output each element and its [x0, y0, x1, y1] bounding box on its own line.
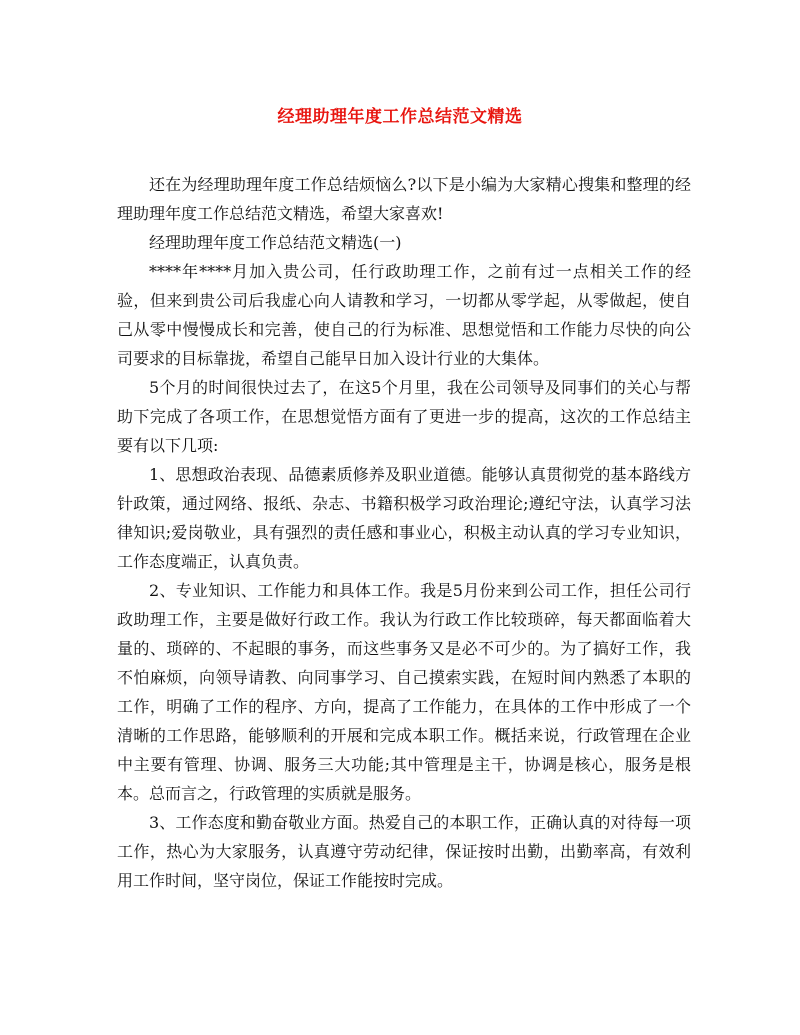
body-paragraph: ****年****月加入贵公司，任行政助理工作，之前有过一点相关工作的经验，但来到贵公司后我虚心向人请教和学习，一切都从零学起，从零做起，使自己从零中慢慢成长和完善，使自己的行为标准、思想觉悟和工作能力尽快的向公司要求的目标靠拢，希望自己能早日加入设计行业的大集体。	[117, 262, 691, 368]
section-heading: 经理助理年度工作总结范文精选(一)	[149, 233, 402, 252]
body-paragraph: 5个月的时间很快过去了，在这5个月里，我在公司领导及同事们的关心与帮助下完成了各项工作，在思想觉悟方面有了更进一步的提高，这次的工作总结主要有以下几项:	[117, 378, 691, 455]
document-title: 经理助理年度工作总结范文精选	[277, 107, 523, 127]
intro-paragraph: 还在为经理助理年度工作总结烦恼么?以下是小编为大家精心搜集和整理的经理助理年度工作总结范文精选，希望大家喜欢!	[117, 175, 691, 223]
list-item-1: 1、思想政治表现、品德素质修养及职业道德。能够认真贯彻党的基本路线方针政策，通过网络、报纸、杂志、书籍积极学习政治理论;遵纪守法，认真学习法律知识;爱岗敬业，具有强烈的责任感和事业心，积极主动认真的学习专业知识，工作态度端正，认真负责。	[117, 465, 691, 571]
document-body	[117, 170, 691, 895]
list-item-3: 3、工作态度和勤奋敬业方面。热爱自己的本职工作，正确认真的对待每一项工作，热心为大家服务，认真遵守劳动纪律，保证按时出勤，出勤率高，有效利用工作时间，坚守岗位，保证工作能按时完成。	[117, 813, 691, 890]
list-item-2: 2、专业知识、工作能力和具体工作。我是5月份来到公司工作，担任公司行政助理工作，主要是做好行政工作。我认为行政工作比较琐碎，每天都面临着大量的、琐碎的、不起眼的事务，而这些事务又是必不可少的。为了搞好工作，我不怕麻烦，向领导请教、向同事学习、自己摸索实践，在短时间内熟悉了本职的工作，明确了工作的程序、方向，提高了工作能力，在具体的工作中形成了一个清晰的工作思路，能够顺利的开展和完成本职工作。概括来说，行政管理在企业中主要有管理、协调、服务三大功能;其中管理是主干，协调是核心，服务是根本。总而言之，行政管理的实质就是服务。	[117, 581, 691, 803]
